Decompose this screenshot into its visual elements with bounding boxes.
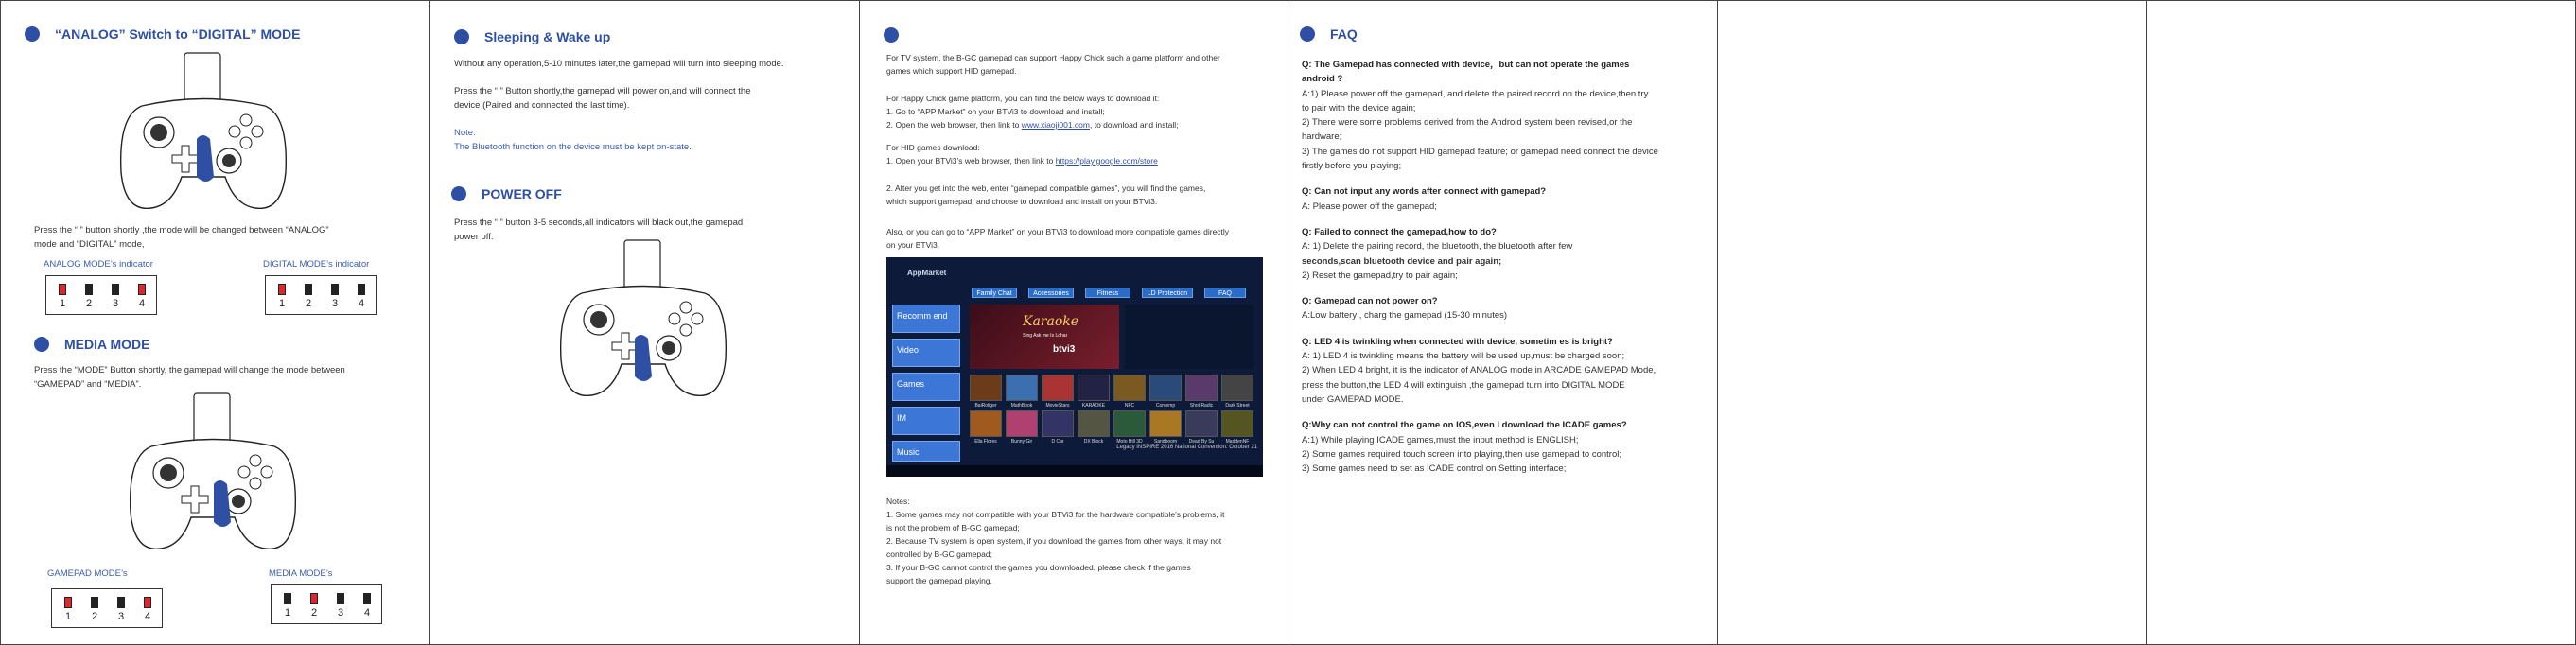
game-tile-label: MaddenNF [1225,439,1250,445]
side-recommend[interactable]: Recomm end [892,305,960,333]
media-indicator: 1 2 3 4 [271,584,382,624]
game-tile[interactable] [1221,375,1253,401]
game-tile[interactable] [1042,410,1074,437]
app-market-logo: AppMarket [907,269,947,277]
google-play-link[interactable]: https://play.google.com/store [1055,156,1158,166]
sleep-heading: Sleeping & Wake up [454,29,610,44]
led-3 [337,593,344,604]
tab-ld-protection[interactable]: LD Protection [1142,288,1193,298]
bullet-icon [884,27,899,43]
tv-nav-bar [886,465,1263,477]
app-market-screenshot [886,257,1263,477]
power-off-heading: POWER OFF [451,186,562,201]
tab-accessories[interactable]: Accessories [1028,288,1074,298]
gamepad-illustration-media [123,390,303,560]
led-4 [138,284,146,295]
game-tile-label: KARAOKE [1081,403,1106,409]
analog-indicator: 1 2 3 4 [45,275,157,315]
led-2 [91,597,98,608]
game-tile[interactable] [1113,410,1146,437]
gamepad-illustration-analog [114,49,293,219]
game-tile[interactable] [1078,375,1110,401]
game-tile[interactable] [1185,375,1218,401]
tab-faq[interactable]: FAQ [1204,288,1246,298]
game-tile[interactable] [1185,410,1218,437]
led-3 [117,597,125,608]
game-tile-label: NFC [1124,403,1135,409]
game-tile[interactable] [1113,375,1146,401]
panel-modes: “ANALOG” Switch to “DIGITAL” MODE Press the “ ” button shortly ,the mode will be changed between “ANALOG” mode and “DIGITAL” mode, ANALOG MODE’s indicator DIGITAL MODE’s indicator 1 2 3 4 1 2 3 4 MEDIA MODE Press the “MODE” Button shortly, the gamepad will change the mode between “GAMEPAD” and “MEDIA”. GAMEPAD MODE’s MEDIA MODE’s 1 2 3 4 1 2 3 4 [0,0,430,645]
blank-banner [1125,305,1253,369]
game-tile[interactable] [1221,410,1253,437]
digital-indicator-label: DIGITAL MODE’s indicator [263,259,370,270]
game-tile-label: BaiRoliger [974,403,997,409]
game-tile-label: Contemp [1155,403,1176,409]
game-tile[interactable] [970,410,1002,437]
panel-games: For TV system, the B-GC gamepad can support Happy Chick such a game platform and other games which support HID gamepad. For Happy Chick game platform, you can find the below ways to download it: 1. Go to “APP Market” on your BTVi3 to download and install; 2. Open the web browser, then link to www.xiaoji001.com, to download and install; For HID games download: 1. Open your BTVi3’s web browser, then link to https://play.google.com/store 2. After you get into the web, enter “gamepad compatible games”, you will find the games, which support gamepad, and choose to download and install on your BTVi3. Also, or you can go to “APP Market” on your BTVi3 to download more compatible games directly on your BTVi3. AppMarket Family Chat Accessories Fitness LD Protection FAQ Recomm end Video Games IM Music Karaoke Sing Ask me Is Lohar btvi3 BaiRoliger MathBook MovieStars KARAOKE NFC Contemp Shot Radic Dark Street Ella Flores Bunny Gir D Car DX Block Moto Hill 3D Sandboom Dead By Su MaddenNF Legacy INSPIRE 2016 National Convention: October 21 Notes: 1. Some games may not compatible with your BTVi3 for the hardware compatible’s problems, it is not the problem of B-GC gamepad; 2. Because TV system is open system, if you download the games from other ways, it may not controlled by B-GC gamepad; 3. If your B-GC cannot control the games you downloaded, please check if the games support the gamepad playing. [860,0,1288,645]
led-4 [358,284,365,295]
side-music[interactable]: Music [892,441,960,462]
game-tile-label: DX Block [1083,439,1104,445]
karaoke-banner[interactable]: Karaoke Sing Ask me Is Lohar btvi3 [970,305,1119,369]
side-games[interactable]: Games [892,373,960,401]
game-tile-label: Moto Hill 3D [1116,439,1143,445]
led-3 [112,284,119,295]
led-1 [284,593,291,604]
media-heading: MEDIA MODE [34,337,149,352]
media-mode-label: MEDIA MODE’s [269,568,333,579]
led-1 [64,597,72,608]
gamepad-mode-label: GAMEPAD MODE’s [47,568,128,579]
led-2 [310,593,318,604]
game-tile[interactable] [1149,375,1182,401]
side-im[interactable]: IM [892,407,960,435]
game-tile-label: Sandboom [1153,439,1178,445]
game-tile[interactable] [1078,410,1110,437]
panel-blank-2 [2147,0,2576,645]
bullet-icon [454,29,469,44]
game-tile-label: Shot Radic [1189,403,1214,409]
game-tile[interactable] [1042,375,1074,401]
game-tile[interactable] [1006,410,1038,437]
game-tile[interactable] [970,375,1002,401]
game-tile[interactable] [1149,410,1182,437]
game-tile-label: D Car [1051,439,1064,445]
analog-indicator-label: ANALOG MODE’s indicator [44,259,153,270]
panel-power: Sleeping & Wake up Without any operation,5-10 minutes later,the gamepad will turn into sleeping mode. Press the “ ” Button shortly,the gamepad will power on,and will connect the device (Paired and connected the last time). Note: The Bluetooth function on the device must be kept on-state. POWER OFF Press the “ ” button 3-5 seconds,all indicators will black out,the gamepad power off. [430,0,860,645]
gamepad-illustration-power [553,236,733,407]
led-3 [331,284,339,295]
digital-indicator: 1 2 3 4 [265,275,377,315]
game-tile-label: MovieStars [1045,403,1070,409]
bullet-icon [25,26,40,42]
led-4 [363,593,371,604]
bullet-icon [34,337,49,352]
side-video[interactable]: Video [892,339,960,367]
game-tile-label: Dark Street [1225,403,1250,409]
led-1 [59,284,66,295]
tv-footer-ticker: Legacy INSPIRE 2016 National Convention: October 21 [1116,445,1257,450]
game-tile-label: Dead By Su [1188,439,1215,445]
led-4 [144,597,151,608]
tab-family-chat[interactable]: Family Chat [972,288,1017,298]
game-tile-label: Ella Flores [974,439,997,445]
panel-faq: FAQ Q: The Gamepad has connected with device，but can not operate the games android ? A:1) Please power off the gamepad, and delete the paired record on the device,then try to pair with the device again; 2) There were some problems derived from the Android system been revised,or the hardware; 3) The games do not support HID gamepad feature; or gamepad need connect the device firstly before you playing; Q: Can not input any words after connect with gamepad? A: Please power off the gamepad; Q: Failed to connect the gamepad,how to do? A: 1) Delete the pairing record, the bluetooth, the bluetooth after few seconds,scan bluetooth device and pair again; 2) Reset the gamepad,try to pair again; Q: Gamepad can not power on? A:Low battery , charg the gamepad (15-30 minutes) Q: LED 4 is twinkling when connected with device, sometim es is bright? A: 1) LED 4 is twinkling means the battery will be used up,must be charged soon; 2) When LED 4 bright, it is the indicator of ANALOG mode in ARCADE GAMEPAD Mode, press the button,the LED 4 will extinguish ,the gamepad turn into DIGITAL MODE under GAMEPAD MODE. Q:Why can not control the game on IOS,even I download the ICADE games? A:1) While playing ICADE games,must the input method is ENGLISH; 2) Some games required touch screen into playing,then use gamepad to control; 3) Some games need to set as ICADE control on Setting interface; [1288,0,1718,645]
bullet-icon [1300,26,1315,42]
led-2 [305,284,312,295]
led-2 [85,284,93,295]
xiaoji-link[interactable]: www.xiaoji001.com [1021,120,1090,130]
bullet-icon [451,186,466,201]
tab-fitness[interactable]: Fitness [1085,288,1130,298]
analog-heading: “ANALOG” Switch to “DIGITAL” MODE [25,26,301,42]
faq-heading: FAQ [1300,26,1358,42]
gamepad-indicator: 1 2 3 4 [51,588,163,628]
game-tile-label: MathBook [1010,403,1033,409]
panel-blank-1 [1718,0,2147,645]
led-1 [278,284,286,295]
game-tile[interactable] [1006,375,1038,401]
game-tile-label: Bunny Gir [1010,439,1033,445]
